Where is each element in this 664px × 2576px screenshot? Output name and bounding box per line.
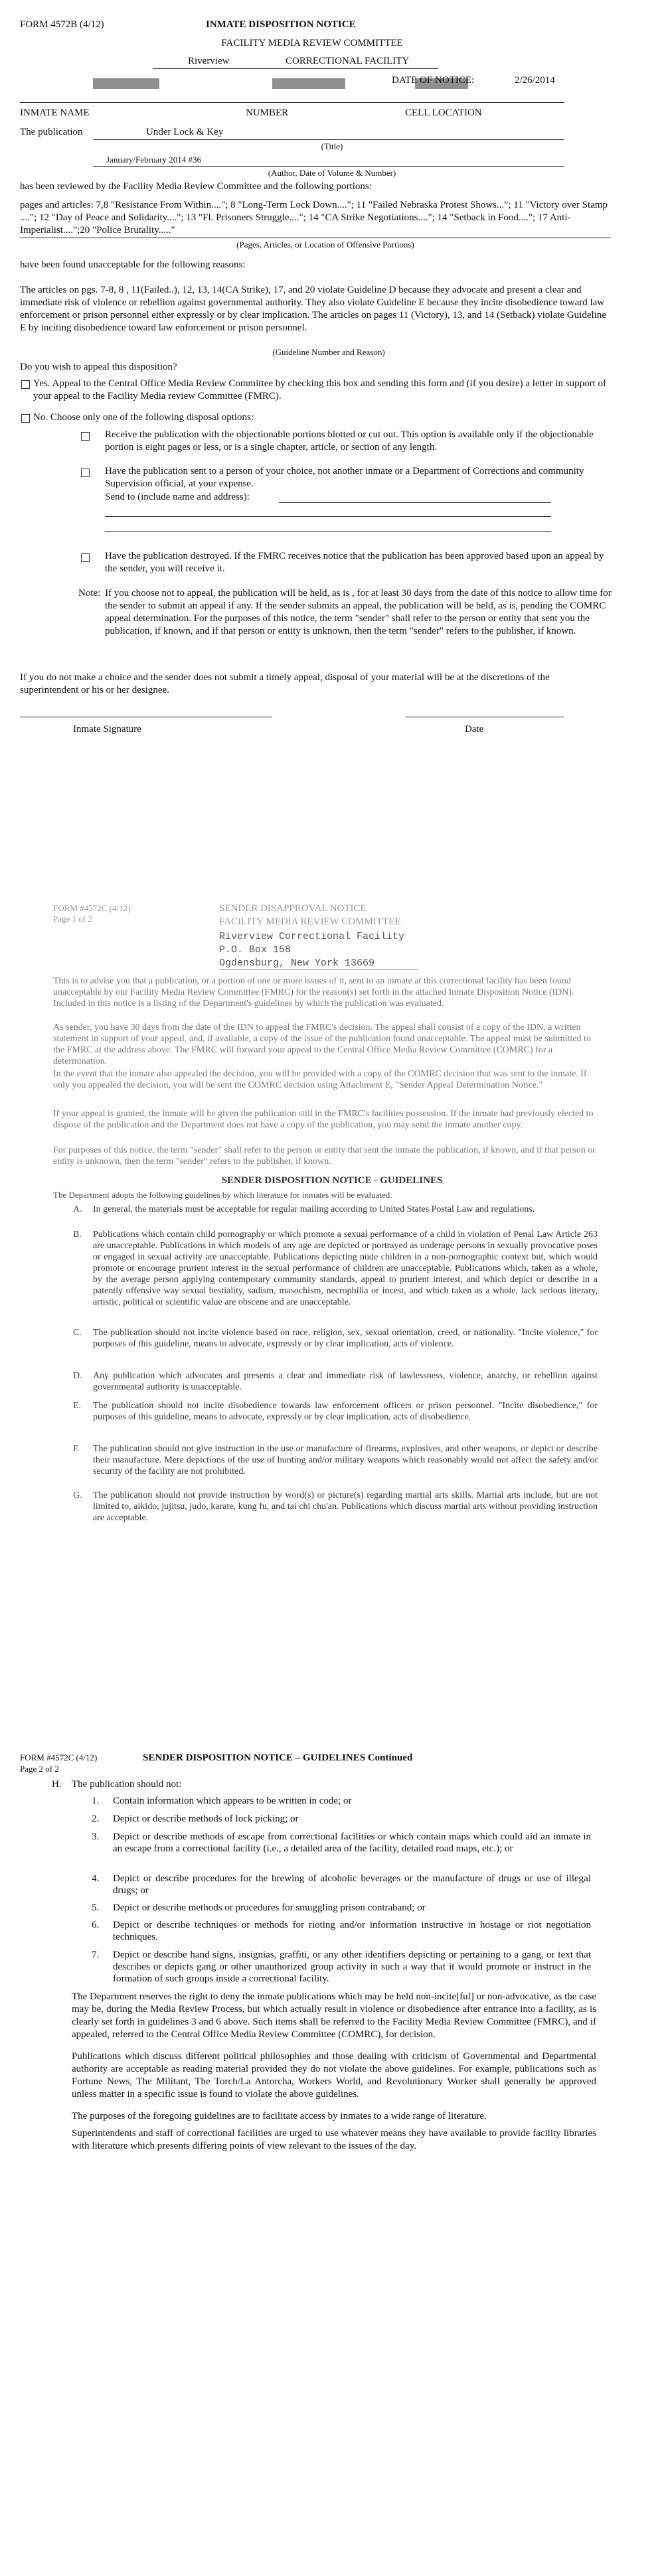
guideline-text: In general, the materials must be acceptable for regular mailing according to United States Postal Law and regulations. [93, 1204, 535, 1214]
option-send-text: Have the publication sent to a person of your choice, not another inmate or a Department of Corrections and community Supervision official, at your expense. [105, 466, 584, 489]
unacceptable-text: have been found unacceptable for the following reasons: [20, 259, 246, 270]
appeal-no-text: No. Choose only one of the following disposal options: [33, 412, 254, 423]
facility-address-line: Riverview Correctional Facility [219, 931, 405, 942]
option-send-address-label: Send to (include name and address): [105, 492, 250, 502]
form-id: FORM #4572C (4/12) [53, 903, 131, 913]
address-line[interactable] [105, 516, 551, 517]
guideline-text: The publication should not give instruction in the use or manufacture of firearms, explosives, and other weapons, or depict or describe their manufacture. Mere depictions of the use of hunting and/or military weapons which reasonably would not affect the safety and/or security of the facility are not prohibited. [93, 1444, 598, 1476]
guidelines-title: SENDER DISPOSITION NOTICE - GUIDELINES [221, 1175, 443, 1186]
no-choice-text: If you do not make a choice and the sender does not submit a timely appeal, disposal of your material will be at the discretions of the superintendent or his or her designee. [20, 672, 550, 695]
guidelines-intro: The Department adopts the following guidelines by which literature for inmates will be evaluated. [53, 1190, 392, 1200]
note-label: Note: [78, 588, 101, 599]
committee-name: FACILITY MEDIA REVIEW COMMITTEE [219, 916, 401, 927]
guideline-letter: B. [73, 1230, 82, 1240]
political-philosophies-paragraph: Publications which discuss different political philosophies and those dealing with criticism of Governmental and Departmental authority are acceptable as reading material provided they do not violate the above guidelines. For example, publications such as Fortune News, The Militant, The Torch/La Antorcha, Workers World, and Revolutionary Worker shall generally be approved unless matter in a specific issue is found to violate the above guidelines. [72, 2051, 596, 2100]
guideline-text: Any publication which advocates and presents a clear and immediate risk of lawlessness, violence, anarchy, or rebellion against governmental authority is unacceptable. [93, 1371, 598, 1392]
appeal-yes-text: Yes. Appeal to the Central Office Media Review Committee by checking this box and sending this form and (if you desire) a letter in support of your appeal to the Facility Media review Committee (FMRC). [33, 378, 607, 401]
list-item-text: Depict or describe procedures for the brewing of alcoholic beverages or the manufacture of drugs or use of illegal drugs; or [113, 1873, 591, 1896]
sender-guidelines-continued-page [0, 1725, 664, 2576]
publication-title: Under Lock & Key [146, 127, 224, 137]
sender-disapproval-notice-page [0, 889, 664, 1705]
option-blot-text: Receive the publication with the objectionable portions blotted or cut out. This option is available only if the objectionable portion is eight pages or less, or is a single chapter, article, or section of any length. [105, 429, 594, 453]
list-item-number: 2. [92, 1814, 100, 1824]
list-item-number: 7. [92, 1950, 100, 1960]
list-item-text: Contain information which appears to be written in code; or [113, 1796, 352, 1806]
list-item-text: Depict or describe techniques or methods for rioting and/or information instructive in hostage or riot negotiation techniques. [113, 1920, 591, 1942]
list-item-number: 4. [92, 1873, 100, 1884]
sender-definition-paragraph: For purposes of this notice, the term "sender" shall refer to the person or entity that sent the inmate the publication, if known, and if that person or entity is unknown, then the term "sender" refers to the publisher, if known. [53, 1145, 596, 1167]
list-item-text: Depict or describe methods or procedures for smuggling prison contraband; or [113, 1902, 426, 1913]
issue-value: January/February 2014 #36 [106, 155, 201, 165]
notice-title: INMATE DISPOSITION NOTICE [206, 19, 356, 30]
department-reserves-paragraph: The Department reserves the right to deny the inmate publications which may be held non-incite[ful] or non-advocative, as the case may be, during the Media Review Process, but which actually result in violence or disobedience after entrance into a facility, as is clearly set forth in guidelines 3 and 6 above. Such items shall be referred to the Facility Media Review Committee (FMRC), and if appealed, referred to the Central Office Media Review Committee (COMRC), for decision. [72, 1991, 596, 2040]
guideline-letter: F. [73, 1444, 80, 1454]
facility-name: Riverview [188, 56, 230, 66]
portions-text: pages and articles: 7,8 "Resistance From Within...."; 8 "Long-Term Lock Down...."; 11 "Failed Nebraska Protest Shows..."; 11 "Victory over Stamp ...."; 12 "Day of Peace and Solidarity...."; 13 "Fl. Prisoners Struggle...."; 14 "CA Strike Negotiations...."; 14 "Setback in Food...."; 17 Anti- Imperialist....";20 "Police Brutality....." [20, 200, 608, 236]
reasons-text: The articles on pgs. 7-8, 8 , 11(Failed..), 12, 13, 14(CA Strike), 17, and 20 violate Guideline D because they advocate and present a clear and immediate risk of violence or rebellion against governmental authority. They also violate Guideline E because they incite disobedience toward law enforcement or prison personnel either expressly or by clear implication. The articles on pages 11 (Victory), 13, and 14 (Setback) violate Guideline E by inciting disobedience toward law enforcement or prison personnel. [20, 285, 606, 333]
option-destroy-text: Have the publication destroyed. If the FMRC receives notice that the publication has been approved based upon an appeal by the sender, you will receive it. [105, 551, 604, 574]
list-item-text: Depict or describe methods of escape from correctional facilities or which contain maps which could aid an inmate in an escape from a correctional facility (i.e., a detailed area of the facility, detailed road maps, etc.); or [113, 1831, 591, 1854]
guideline-h-intro: The publication should not: [72, 1779, 182, 1790]
issue-rule [93, 166, 564, 167]
appeal-question: Do you wish to appeal this disposition? [20, 362, 177, 372]
appeal-yes-checkbox[interactable] [21, 380, 30, 389]
reviewed-text: has been reviewed by the Facility Media Review Committee and the following portions: [20, 181, 372, 192]
option-blot-checkbox[interactable] [81, 432, 90, 441]
comrc-decision-paragraph: In the event that the inmate also appealed the decision, you will be provided with a copy of the COMRC decision that was sent to the inmate. If only you appealed the decision, you will be sent the COMRC decision using Attachment E, "Sender Appeal Determination Notice." [53, 1069, 587, 1090]
guideline-text: The publication should not incite disobedience towards law enforcement officers or prison personnel. "Incite disobedience," for purposes of this guideline, means to advocate, expressly or by clear implication, acts of disobedience. [93, 1401, 598, 1422]
guideline-letter: E. [73, 1401, 82, 1411]
facility-address-line: P.O. Box 158 [219, 944, 291, 956]
guideline-letter: A. [73, 1204, 82, 1214]
form-id: FORM 4572B (4/12) [20, 19, 104, 30]
guideline-letter: G. [73, 1490, 82, 1500]
portions-caption: (Pages, Articles, or Location of Offensive Portions) [236, 240, 414, 250]
facility-label: CORRECTIONAL FACILITY [286, 56, 410, 66]
guideline-text: Publications which contain child pornography or which promote a sexual performance of a child in violation of Penal Law Article 263 are unacceptable. Publications in which models of any age are depicted or portrayed as underage persons in sexually provocative poses or engaged in sexual activity are unacceptable. Publications depicting nude children in a non-pornographic context but, which would promote or encourage prurient interest in the sexual performance of children are unacceptable. Publications which, taken as a whole, by the average person applying contemporary community standards, appeal to prurient interest, and which depict or describe in a patently offensive way sexual bestiality, sadism, masochism, necrophilia or incest, and which taken as a whole, lack serious literary, artistic, political or scientific value are obscene and are unacceptable. [93, 1230, 598, 1307]
option-destroy-checkbox[interactable] [81, 553, 90, 562]
notice-title: SENDER DISAPPROVAL NOTICE [219, 903, 367, 914]
address-line[interactable] [105, 531, 551, 532]
option-send-checkbox[interactable] [81, 468, 90, 477]
reasons-caption: (Guideline Number and Reason) [272, 347, 385, 357]
list-item-number: 6. [92, 1920, 100, 1930]
guideline-text: The publication should not provide instruction by word(s) or picture(s) regarding martial arts skills. Martial arts include, but are not limited to, aikido, jujitsu, judo, karate, kung fu, and tai chi chu'an. Publications which discuss martial arts without providing instruction are acceptable. [93, 1490, 598, 1523]
inmate-name-label: INMATE NAME [20, 107, 90, 118]
guideline-text: The publication should not incite violence based on race, religion, sex, sexual orientation, creed, or nationality. "Incite violence," for purposes of this guideline, means to advocate, expressly or by clear implication, acts of violence. [93, 1328, 598, 1349]
facility-address-line: Ogdensburg, New York 13669 [219, 958, 375, 969]
facility-rule [153, 68, 438, 69]
intro-paragraph: This is to advise you that a publication, or a portion of one or more issues of it, sent to an inmate at this correctional facility has been found unacceptable by our Facility Media Review Committee (FMRC) for the reason(s) set forth in the attached Inmate Disposition Notice (IDN). Included in this notice is a listing of the Department's guidelines by which the publication was evaluated. [53, 976, 574, 1009]
list-item-text: Depict or describe hand signs, insignias, graffiti, or any other identifiers depicting or pertaining to a gang, or text that describes or depicts gang or other unauthorized group activity in such a way that it would promote or instruct in the formation of such groups inside a correctional facility. [113, 1950, 591, 1984]
title-rule [93, 139, 564, 140]
publication-label: The publication [20, 127, 83, 137]
inmate-disposition-notice-page [0, 0, 664, 863]
committee-name: FACILITY MEDIA REVIEW COMMITTEE [221, 38, 403, 48]
redaction-block [93, 78, 159, 89]
signature-date-label: Date [465, 724, 484, 735]
guidelines-continued-title: SENDER DISPOSITION NOTICE – GUIDELINES Continued [143, 1753, 413, 1763]
address-line[interactable] [279, 502, 551, 503]
title-caption: (Title) [321, 141, 343, 151]
guideline-letter: D. [73, 1371, 82, 1381]
cell-location-label: CELL LOCATION [405, 107, 482, 118]
note-text: If you choose not to appeal, the publication will be held, as is , for at least 30 days from the date of this notice to allow time for the sender to submit an appeal if any. If the sender submits an appeal, the publication will be held, as is, pending the COMRC appeal determination. For the purposes of this notice, the term "sender" shall refer to the person or entity that sent you the publication, if known, and if that person or entity is unknown, then the term "sender" refers to the publisher, if known. [105, 588, 612, 636]
page-number: Page 1 of 2 [53, 914, 92, 924]
list-item-number: 5. [92, 1902, 100, 1913]
appeal-no-checkbox[interactable] [21, 414, 30, 423]
page-number: Page 2 of 2 [20, 1764, 59, 1774]
appeal-deadline-paragraph: As sender, you have 30 days from the date of the IDN to appeal the FMRC's decision. The appeal shall consist of a copy of the IDN, a written statement in support of your appeal, and, if available, a copy of the issue of the publication found unacceptable. The appeal must be submitted to the FMRC at the address above. The FMRC will forward your appeal to the Central Office Media Review Committee (COMRC) for a determination. [53, 1023, 591, 1066]
header-rule [20, 102, 564, 103]
guideline-h-letter: H. [52, 1779, 62, 1790]
purposes-paragraph: The purposes of the foregoing guidelines are to facilitate access by inmates to a wide range of literature. [72, 2111, 487, 2121]
list-item-number: 1. [92, 1796, 100, 1806]
superintendents-paragraph: Superintendents and staff of correctional facilities are urged to use whatever means they have available to provide facility libraries with literature which presents differing points of view relevant to the issues of the day. [72, 2128, 596, 2151]
appeal-granted-paragraph: If your appeal is granted, the inmate will be given the publication still in the FMRC's facilities possession. If the inmate had previously elected to dispose of the publication and the Department does not have a copy of the publication, you may send the inmate another copy. [53, 1109, 594, 1130]
list-item-number: 3. [92, 1831, 100, 1842]
guideline-letter: C. [73, 1328, 82, 1338]
list-item-text: Depict or describe methods of lock picking; or [113, 1814, 299, 1824]
form-id: FORM #4572C (4/12) [20, 1753, 98, 1762]
redaction-block [272, 78, 345, 89]
issue-caption: (Author, Date of Volume & Number) [268, 168, 396, 178]
date-value: 2/26/2014 [515, 75, 555, 86]
signature-label: Inmate Signature [73, 724, 141, 735]
date-label: DATE OF NOTICE: [392, 75, 475, 86]
number-label: NUMBER [246, 107, 289, 118]
